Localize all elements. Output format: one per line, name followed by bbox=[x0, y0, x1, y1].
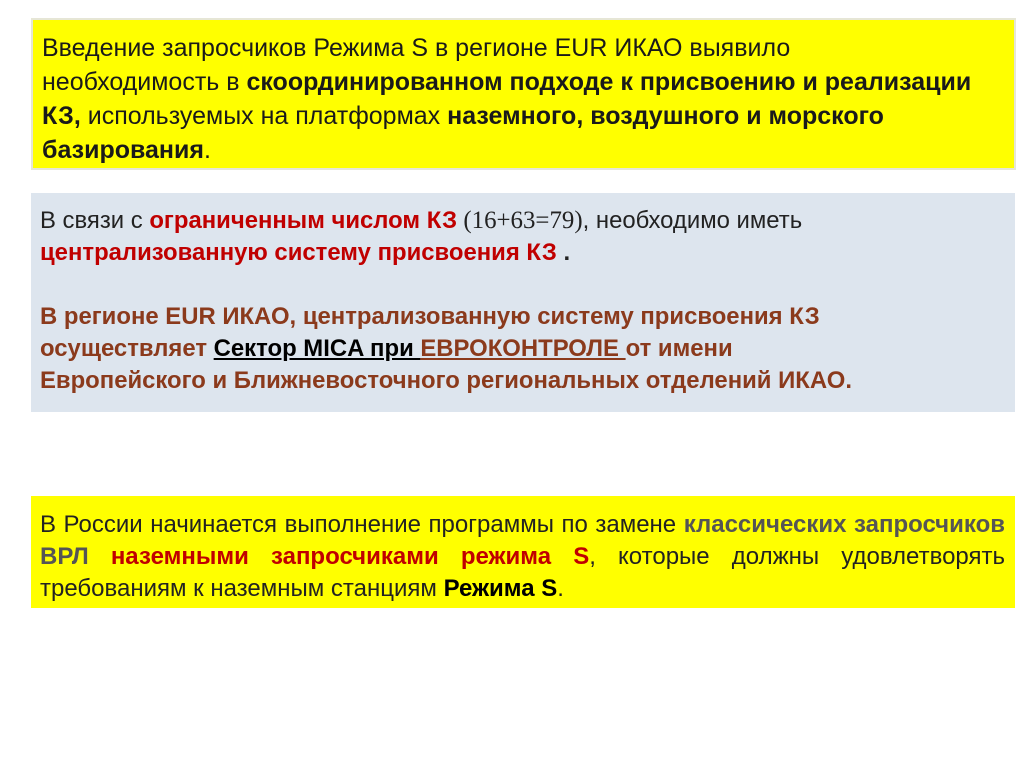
regional-offices-text: Европейского и Ближневосточного региональных отделений ИКАО. bbox=[40, 367, 852, 394]
central-line-5 bbox=[40, 365, 1000, 397]
intro-text-3: используемых на платформах bbox=[80, 102, 448, 130]
intro-text-1: Введение запросчиков Режима S в регионе EUR ИКАО выявило bbox=[42, 34, 791, 62]
russia-text-1: В России начинается выполнение программы по замене bbox=[40, 511, 684, 538]
intro-line-4 bbox=[42, 133, 1002, 167]
intro-line-2 bbox=[42, 65, 1002, 99]
intro-box bbox=[31, 18, 1016, 170]
russia-program-box bbox=[31, 496, 1015, 608]
central-system-box bbox=[31, 193, 1015, 412]
intro-emphasis-approach: скоординированном подходе к присвоению и реализации bbox=[246, 68, 972, 96]
eur-region-text: В регионе EUR ИКАО, централизованную систему присвоения КЗ bbox=[40, 303, 820, 330]
on-behalf-text: от имени bbox=[625, 335, 733, 362]
intro-emphasis-basing: базирования bbox=[42, 136, 204, 164]
mode-s-emphasis: Режима S bbox=[443, 575, 558, 602]
central-text-dot: . bbox=[556, 239, 571, 266]
mica-sector-link: Сектор MICA при bbox=[213, 335, 421, 362]
kz-count-formula: (16+63=79) bbox=[457, 207, 583, 234]
limited-kz-emphasis: ограниченным числом КЗ bbox=[149, 207, 458, 234]
russia-text-3: . bbox=[557, 575, 564, 602]
intro-text-4: . bbox=[204, 136, 211, 164]
intro-line-3 bbox=[42, 99, 1002, 133]
central-text-2: , необходимо иметь bbox=[582, 207, 803, 234]
russia-text-2: , которые должны удовлетворять требованиям к наземным станциям bbox=[40, 543, 1005, 602]
ground-interrogators-emphasis: наземными запросчиками режима S bbox=[110, 543, 590, 570]
paragraph-gap bbox=[40, 269, 1000, 301]
central-system-emphasis: централизованную систему присвоения КЗ bbox=[40, 239, 557, 266]
intro-text-2: необходимость в bbox=[42, 68, 247, 96]
central-line-3 bbox=[40, 301, 1000, 333]
central-line-1 bbox=[40, 205, 1000, 237]
intro-line-1 bbox=[42, 31, 1002, 65]
intro-emphasis-platforms: наземного, воздушного и морского bbox=[447, 102, 884, 130]
performs-text: осуществляет bbox=[40, 335, 214, 362]
central-line-2 bbox=[40, 237, 1000, 269]
classic-interrogators-emphasis: классических запросчиков ВРЛ bbox=[40, 511, 1005, 570]
central-line-4 bbox=[40, 333, 1000, 365]
central-text-1: В связи с bbox=[40, 207, 150, 234]
intro-emphasis-kz: КЗ, bbox=[42, 102, 81, 130]
russia-paragraph bbox=[40, 509, 1005, 605]
eurocontrol-link: ЕВРОКОНТРОЛЕ bbox=[420, 335, 626, 362]
space bbox=[89, 543, 111, 570]
